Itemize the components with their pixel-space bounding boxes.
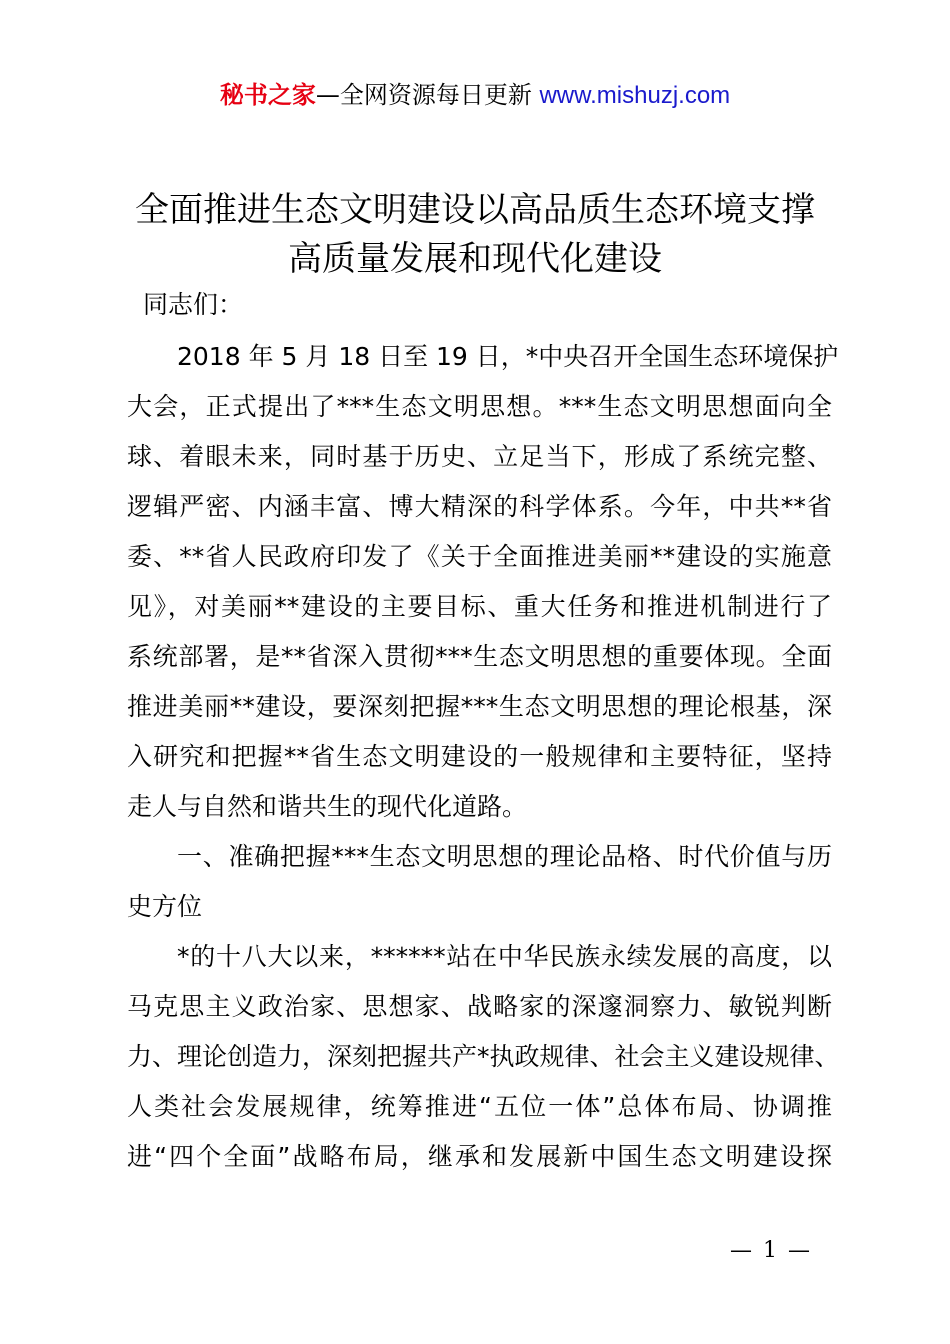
brand-name: 秘书之家 <box>219 81 316 109</box>
body-line: 力、理论创造力，深刻把握共产*执政规律、社会主义建设规律、 <box>127 1042 840 1071</box>
section-heading-line: 一、准确把握***生态文明思想的理论品格、时代价值与历 <box>177 842 832 871</box>
site-banner <box>0 78 950 113</box>
body-line: 进“四个全面”战略布局，继承和发展新中国生态文明建设探 <box>127 1142 832 1171</box>
body-line: 球、着眼未来，同时基于历史、立足当下，形成了系统完整、 <box>127 442 832 471</box>
body-line: 马克思主义政治家、思想家、战略家的深邃洞察力、敏锐判断 <box>127 992 832 1021</box>
salutation: 同志们： <box>143 290 244 319</box>
title-line-1: 全面推进生态文明建设以高品质生态环境支撑 <box>135 190 815 230</box>
body-line: 逻辑严密、内涵丰富、博大精深的科学体系。今年，中共**省 <box>127 492 832 521</box>
body-line: 入研究和把握**省生态文明建设的一般规律和主要特征，坚持 <box>127 742 832 771</box>
body-line: 见》，对美丽**建设的主要目标、重大任务和推进机制进行了 <box>127 592 832 621</box>
body-line: 走人与自然和谐共生的现代化道路。 <box>127 792 528 821</box>
body-line: 人类社会发展规律，统筹推进“五位一体”总体布局、协调推 <box>127 1092 832 1121</box>
body-line: 推进美丽**建设，要深刻把握***生态文明思想的理论根基，深 <box>127 692 832 721</box>
body-line: 2018 年 5 月 18 日至 19 日，*中央召开全国生态环境保护 <box>177 342 839 371</box>
page-number: — 1 — <box>730 1238 812 1263</box>
banner-slogan: —全网资源每日更新 <box>315 81 540 109</box>
body-line: 大会，正式提出了***生态文明思想。***生态文明思想面向全 <box>127 392 832 421</box>
body-line: 委、**省人民政府印发了《关于全面推进美丽**建设的实施意 <box>127 542 832 571</box>
document-title <box>100 186 850 284</box>
body-line: 系统部署，是**省深入贯彻***生态文明思想的重要体现。全面 <box>127 642 832 671</box>
banner-url[interactable]: www.mishuzj.com <box>539 82 731 109</box>
body-line: *的十八大以来，******站在中华民族永续发展的高度，以 <box>177 942 832 971</box>
title-line-2: 高质量发展和现代化建设 <box>288 239 662 279</box>
section-heading-line: 史方位 <box>127 892 203 921</box>
